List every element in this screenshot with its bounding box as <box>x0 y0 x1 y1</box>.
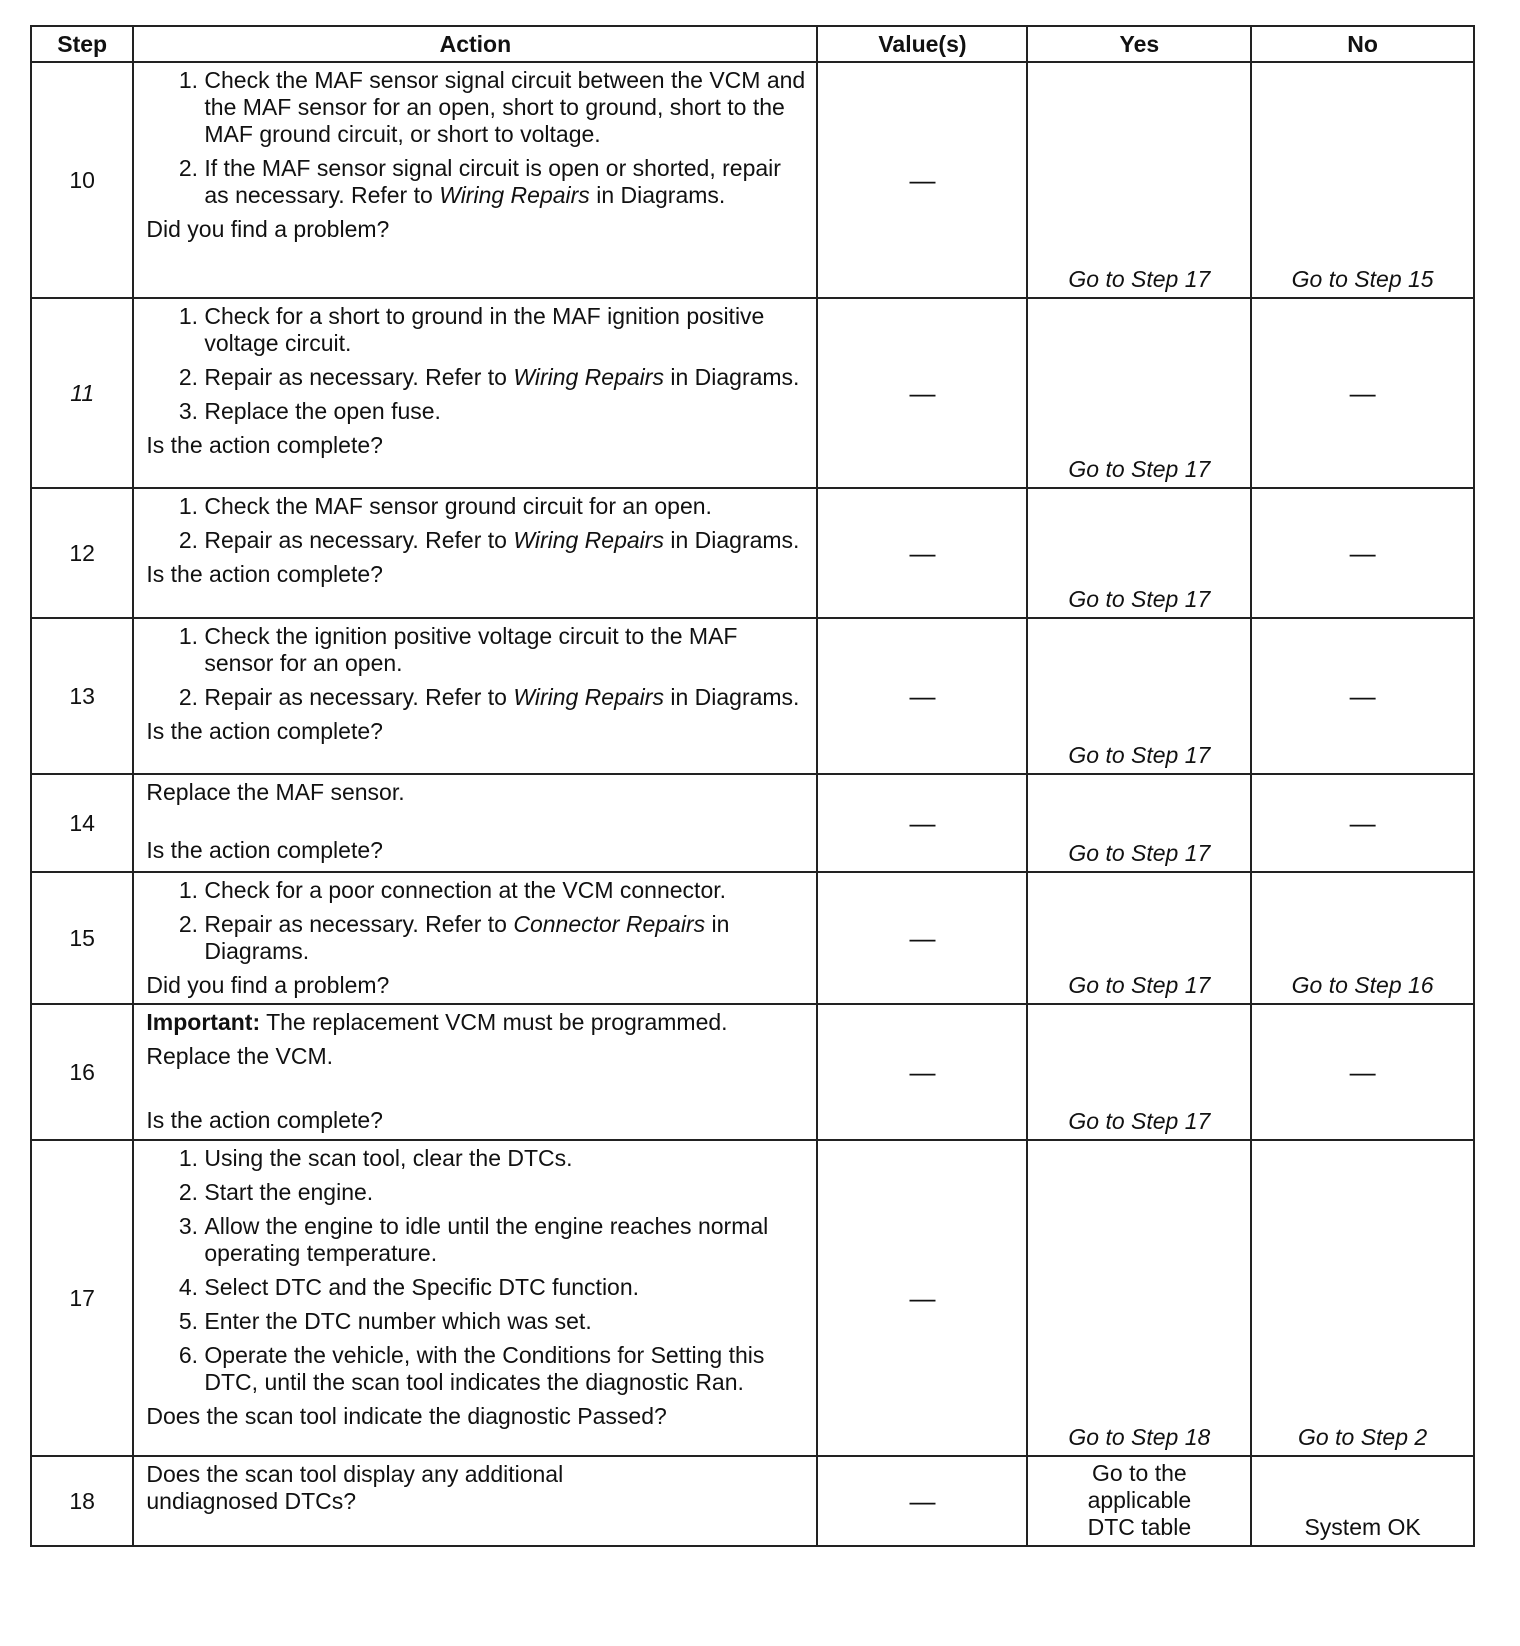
list-item <box>204 684 806 711</box>
reference-link-text: Wiring Repairs <box>513 527 664 553</box>
list-item: 1. Using the scan tool, clear the DTCs. <box>204 1145 806 1172</box>
question-text: Did you find a problem? <box>146 216 390 242</box>
diagnostic-table-container <box>30 25 1475 1547</box>
list-item: 5. Enter the DTC number which was set. <box>204 1308 806 1335</box>
list-item: 4. Select DTC and the Specific DTC function. <box>204 1274 806 1301</box>
reference-suffix: in Diagrams. <box>663 364 800 390</box>
item-text: If the MAF sensor signal circuit is open or shorted, repair as necessary. Refer to <box>204 155 781 208</box>
list-item: 3. Allow the engine to idle until the engine reaches normal operating temperature. <box>204 1213 806 1267</box>
list-item: 1. Check the MAF sensor ground circuit for an open. <box>204 493 806 520</box>
reference-suffix: in Diagrams. <box>589 182 726 208</box>
no-cell: — <box>1251 488 1474 618</box>
list-item: 1. Check for a short to ground in the MAF ignition positive voltage circuit. <box>204 303 806 357</box>
values-cell: — <box>817 488 1027 618</box>
step-number: 12 <box>31 488 133 618</box>
action-list <box>146 67 806 209</box>
values-cell: — <box>817 774 1027 872</box>
no-cell: — <box>1251 618 1474 774</box>
table-row <box>31 774 1474 872</box>
list-item: 1. Check the MAF sensor signal circuit between the VCM and the MAF sensor for an open, short to ground, short to the MAF ground circuit, or short to voltage. <box>204 67 806 148</box>
diagnostic-table <box>30 25 1475 1547</box>
important-note <box>146 1009 806 1036</box>
step-number: 18 <box>31 1456 133 1546</box>
no-cell: — <box>1251 774 1474 872</box>
table-row <box>31 1004 1474 1140</box>
item-text: Repair as necessary. Refer to <box>204 527 514 553</box>
header-step: Step <box>31 26 133 62</box>
spacer <box>146 813 806 837</box>
yes-cell <box>1027 1456 1251 1546</box>
values-cell: — <box>817 618 1027 774</box>
table-row <box>31 62 1474 298</box>
action-list <box>146 877 806 965</box>
list-item: 6. Operate the vehicle, with the Conditions for Setting this DTC, until the scan tool indicates the diagnostic Ran. <box>204 1342 806 1396</box>
action-cell <box>133 872 817 1004</box>
action-text: Replace the VCM. <box>146 1043 334 1069</box>
header-values: Value(s) <box>817 26 1027 62</box>
action-list <box>146 1145 806 1396</box>
no-cell: — <box>1251 1004 1474 1140</box>
important-text: The replacement VCM must be programmed. <box>260 1009 728 1035</box>
question-text: Did you find a problem? <box>146 972 390 998</box>
values-cell: — <box>817 1004 1027 1140</box>
list-item: 1. Check for a poor connection at the VCM connector. <box>204 877 806 904</box>
question-text: Is the action complete? <box>146 718 383 744</box>
question-text: Is the action complete? <box>146 561 383 587</box>
yes-cell: Go to Step 17 <box>1027 618 1251 774</box>
no-cell: System OK <box>1251 1456 1474 1546</box>
no-cell: Go to Step 15 <box>1251 62 1474 298</box>
reference-link-text: Wiring Repairs <box>513 364 664 390</box>
action-list <box>146 493 806 554</box>
values-cell: — <box>817 872 1027 1004</box>
action-list <box>146 303 806 425</box>
yes-cell: Go to Step 17 <box>1027 298 1251 488</box>
action-cell <box>133 1140 817 1456</box>
spacer <box>146 1077 806 1107</box>
no-cell: Go to Step 16 <box>1251 872 1474 1004</box>
header-no: No <box>1251 26 1474 62</box>
list-item: 1. Check the ignition positive voltage circuit to the MAF sensor for an open. <box>204 623 806 677</box>
no-cell: Go to Step 2 <box>1251 1140 1474 1456</box>
list-item <box>204 155 806 209</box>
reference-link-text: Wiring Repairs <box>439 182 590 208</box>
reference-suffix: in Diagrams. <box>663 684 800 710</box>
yes-text: Go to the applicable DTC table <box>1087 1460 1192 1540</box>
question-text: Is the action complete? <box>146 1107 383 1133</box>
step-number: 15 <box>31 872 133 1004</box>
action-cell <box>133 1004 817 1140</box>
yes-cell: Go to Step 17 <box>1027 62 1251 298</box>
step-number: 17 <box>31 1140 133 1456</box>
question-text: Is the action complete? <box>146 837 383 863</box>
header-action: Action <box>133 26 817 62</box>
table-row <box>31 1140 1474 1456</box>
table-row <box>31 618 1474 774</box>
yes-cell: Go to Step 17 <box>1027 774 1251 872</box>
yes-cell: Go to Step 18 <box>1027 1140 1251 1456</box>
list-item: 2. Start the engine. <box>204 1179 806 1206</box>
yes-cell: Go to Step 17 <box>1027 488 1251 618</box>
step-number: 13 <box>31 618 133 774</box>
list-item <box>204 364 806 391</box>
action-cell <box>133 298 817 488</box>
table-row <box>31 488 1474 618</box>
values-cell: — <box>817 62 1027 298</box>
item-text: Repair as necessary. Refer to <box>204 911 514 937</box>
reference-suffix: in Diagrams. <box>663 527 800 553</box>
important-label: Important: <box>146 1009 261 1035</box>
question-text: Is the action complete? <box>146 432 383 458</box>
table-row <box>31 872 1474 1004</box>
values-cell: — <box>817 1140 1027 1456</box>
step-number: 16 <box>31 1004 133 1140</box>
step-number: 11 <box>31 298 133 488</box>
action-cell <box>133 62 817 298</box>
header-row <box>31 26 1474 62</box>
action-cell <box>133 774 817 872</box>
yes-cell: Go to Step 17 <box>1027 1004 1251 1140</box>
action-cell <box>133 618 817 774</box>
reference-link-text: Wiring Repairs <box>513 684 664 710</box>
reference-suffix: in Diagrams. <box>204 911 730 964</box>
no-cell: — <box>1251 298 1474 488</box>
header-yes: Yes <box>1027 26 1251 62</box>
values-cell: — <box>817 298 1027 488</box>
item-text: Repair as necessary. Refer to <box>204 684 514 710</box>
action-cell <box>133 488 817 618</box>
question-text: Does the scan tool indicate the diagnostic Passed? <box>146 1403 667 1429</box>
step-number: 14 <box>31 774 133 872</box>
item-text: Repair as necessary. Refer to <box>204 364 514 390</box>
action-cell <box>133 1456 817 1546</box>
values-cell: — <box>817 1456 1027 1546</box>
list-item <box>204 911 806 965</box>
action-list <box>146 623 806 711</box>
table-row <box>31 1456 1474 1546</box>
reference-link-text: Connector Repairs <box>513 911 706 937</box>
action-text: Replace the MAF sensor. <box>146 779 405 805</box>
step-number: 10 <box>31 62 133 298</box>
yes-cell: Go to Step 17 <box>1027 872 1251 1004</box>
list-item: 3. Replace the open fuse. <box>204 398 806 425</box>
list-item <box>204 527 806 554</box>
question-text: Does the scan tool display any additional undiagnosed DTCs? <box>146 1461 564 1514</box>
table-row <box>31 298 1474 488</box>
